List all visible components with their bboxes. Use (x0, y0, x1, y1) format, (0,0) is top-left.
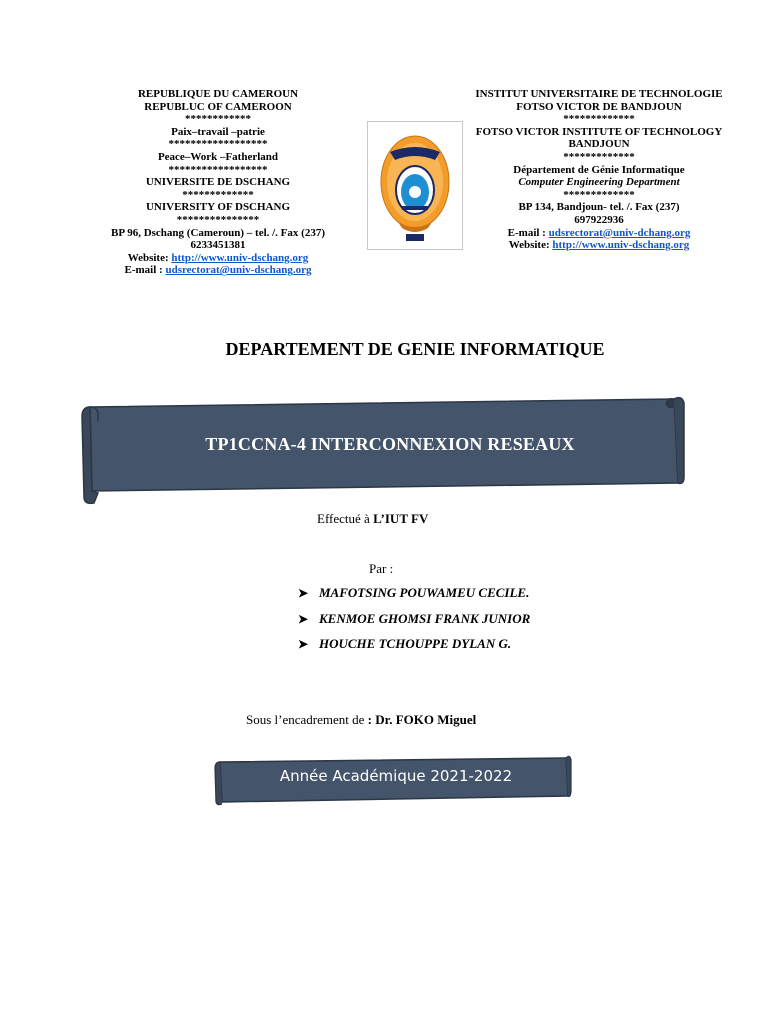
location-line (317, 511, 428, 527)
author-name: KENMOE GHOMSI FRANK JUNIOR (319, 611, 531, 626)
email-link[interactable]: udsrectorat@univ-dschang.org (165, 264, 312, 277)
author-name: HOUCHE TCHOUPPE DYLAN G. (319, 636, 512, 651)
supervisor-name: : Dr. FOKO Miguel (367, 712, 477, 727)
academic-year: Année Académique 2021-2022 (279, 767, 513, 785)
phone: 6233451381 (190, 239, 246, 252)
email-link[interactable]: udsrectorat@univ-dchang.org (548, 226, 691, 239)
motto-fr: Paix–travail –patrie (171, 125, 265, 138)
website-label: Website: (127, 251, 172, 264)
author-item (298, 636, 511, 652)
arrow-bullet-icon: ➤ (298, 586, 309, 600)
website-link[interactable]: http://www.univ-dschang.org (552, 239, 690, 252)
department-heading-text: DEPARTEMENT DE GENIE INFORMATIQUE (225, 339, 605, 359)
motto-en: Peace–Work –Fatherland (157, 150, 279, 163)
phone: 697922936 (574, 213, 624, 226)
par-label: Par : (369, 561, 394, 576)
email-line (468, 227, 730, 240)
website-line (88, 252, 348, 265)
left-header-block (88, 88, 348, 277)
university-seal-icon (368, 122, 462, 249)
department-fr: Département de Génie Informatique (513, 163, 685, 176)
location-place: L’IUT FV (373, 511, 429, 526)
institute-en: FOTSO VICTOR INSTITUTE OF TECHNOLOGY BANDJOUN (475, 125, 723, 151)
separator: ************ (185, 113, 251, 126)
author-item (298, 611, 530, 627)
supervisor-prefix: Sous l’encadrement de (246, 712, 368, 727)
separator: ************* (182, 188, 254, 201)
separator: ************* (563, 150, 635, 163)
supervisor-line (246, 712, 476, 728)
website-line (468, 239, 730, 252)
email-label: E-mail : (124, 264, 166, 277)
arrow-bullet-icon: ➤ (298, 637, 309, 651)
report-title: TP1CCNA-4 INTERCONNEXION RESEAUX (205, 434, 575, 454)
address: BP 134, Bandjoun- tel. /. Fax (237) (518, 201, 680, 214)
university-fr: UNIVERSITE DE DSCHANG (145, 176, 291, 189)
separator: ****************** (168, 138, 268, 151)
website-label: Website: (508, 239, 553, 252)
location-prefix: Effectué à (317, 511, 374, 526)
separator: ************* (563, 113, 635, 126)
separator: ************* (563, 188, 635, 201)
right-header-block (468, 88, 730, 252)
separator: ****************** (168, 163, 268, 176)
website-link[interactable]: http://www.univ-dschang.org (171, 251, 309, 264)
institute-fr: INSTITUT UNIVERSITAIRE DE TECHNOLOGIE FOTSO VICTOR DE BANDJOUN (475, 88, 723, 113)
department-heading (0, 339, 768, 360)
author-name: MAFOTSING POUWAMEU CECILE. (319, 585, 530, 600)
author-item (298, 585, 529, 601)
republic-fr: REPUBLIQUE DU CAMEROUN (137, 88, 299, 100)
department-en: Computer Engineering Department (518, 176, 680, 189)
arrow-bullet-icon: ➤ (298, 612, 309, 626)
email-line (88, 264, 348, 277)
email-label: E-mail : (507, 226, 549, 239)
university-en: UNIVERSITY OF DSCHANG (145, 201, 291, 214)
republic-en: REPUBLUC OF CAMEROON (144, 100, 292, 113)
separator: *************** (176, 213, 260, 226)
address: BP 96, Dschang (Cameroun) – tel. /. Fax (237) (111, 226, 325, 239)
logo-frame (367, 121, 463, 250)
